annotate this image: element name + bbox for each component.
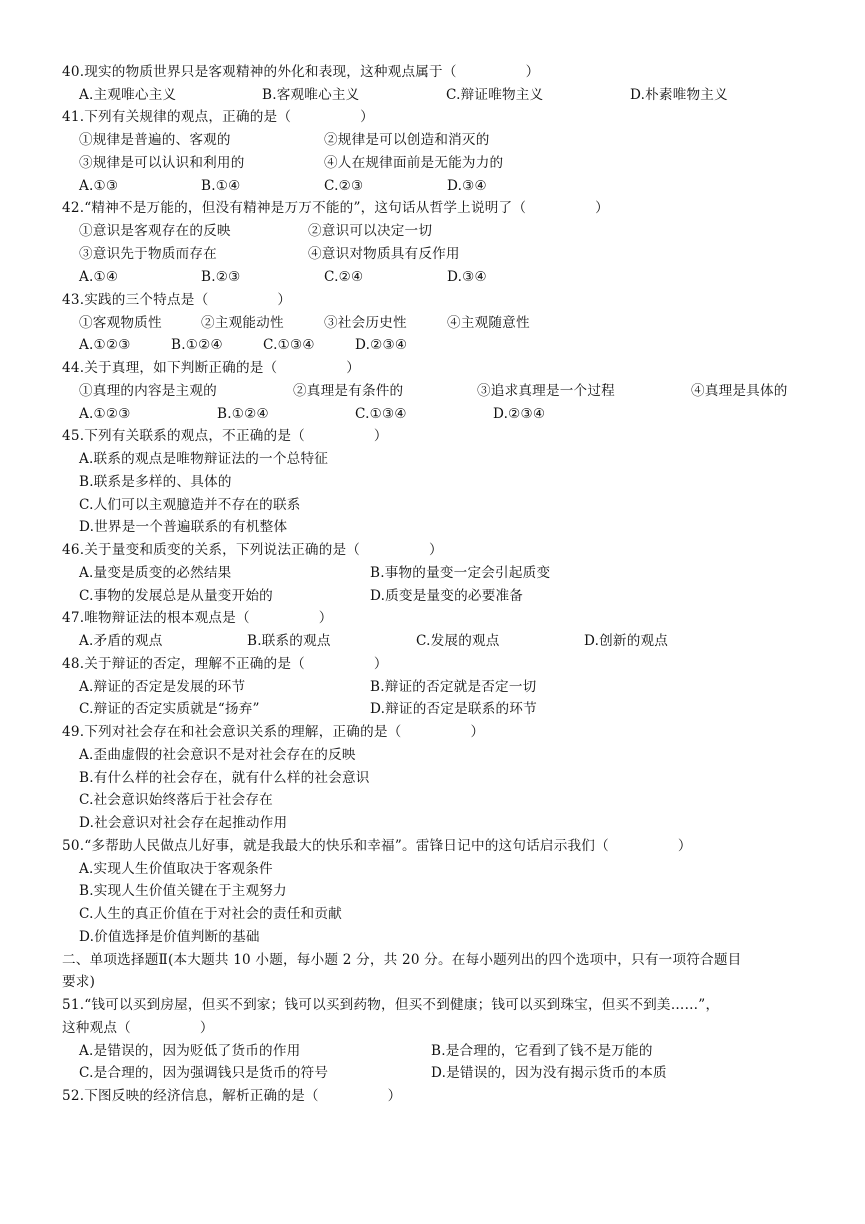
- option-b: B.辩证的否定就是否定一切: [370, 679, 537, 695]
- question-48-options-row2: [79, 698, 817, 721]
- question-51-options-row1: [79, 1040, 817, 1063]
- option-d: D.朴素唯物主义: [630, 87, 728, 103]
- option-d: D.质变是量变的必要准备: [370, 588, 524, 604]
- option-c: C.辩证的否定实质就是“扬弃”: [79, 701, 260, 717]
- question-42-items-row2: [79, 243, 817, 266]
- option-a: A.①②③: [79, 406, 131, 422]
- question-45-option-a: A.联系的观点是唯物辩证法的一个总特征: [79, 451, 329, 467]
- option-b: B.客观唯心主义: [262, 87, 360, 103]
- item-4: ④主观随意性: [447, 315, 530, 331]
- option-a: A.①②③: [79, 337, 131, 353]
- option-b: B.事物的量变一定会引起质变: [370, 565, 551, 581]
- question-49-option-a: A.歪曲虚假的社会意识不是对社会存在的反映: [79, 747, 356, 763]
- option-c: C.是合理的，因为强调钱只是货币的符号: [79, 1065, 329, 1081]
- option-b: B.①④: [201, 178, 241, 194]
- question-46-stem: 46.关于量变和质变的关系，下列说法正确的是（ ）: [62, 542, 443, 558]
- question-49-option-d: D.社会意识对社会存在起推动作用: [79, 815, 288, 831]
- option-d: D.②③④: [493, 406, 546, 422]
- item-2: ②真理是有条件的: [293, 383, 404, 399]
- option-d: D.③④: [447, 178, 487, 194]
- question-50-option-b: B.实现人生价值关键在于主观努力: [79, 883, 287, 899]
- option-c: C.②④: [324, 269, 364, 285]
- item-2: ②意识可以决定一切: [308, 223, 433, 239]
- option-a: A.主观唯心主义: [79, 87, 177, 103]
- option-b: B.①②④: [217, 406, 269, 422]
- option-b: B.②③: [201, 269, 241, 285]
- item-2: ②主观能动性: [201, 315, 284, 331]
- item-4: ④人在规律面前是无能为力的: [324, 155, 504, 171]
- question-42-stem: 42.“精神不是万能的，但没有精神是万万不能的”，这句话从哲学上说明了（ ）: [62, 200, 609, 216]
- question-50-option-d: D.价值选择是价值判断的基础: [79, 929, 260, 945]
- question-41-options: [79, 175, 817, 198]
- question-52-stem: 52.下图反映的经济信息，解析正确的是（ ）: [62, 1088, 402, 1104]
- question-45-stem: 45.下列有关联系的观点，不正确的是（ ）: [62, 428, 388, 444]
- question-47-stem: 47.唯物辩证法的根本观点是（ ）: [62, 610, 333, 626]
- question-42-items-row1: [79, 220, 817, 243]
- question-41-items-row1: [79, 129, 817, 152]
- question-43-items: [79, 312, 817, 335]
- option-c: C.事物的发展总是从量变开始的: [79, 588, 273, 604]
- option-b: B.①②④: [171, 337, 223, 353]
- option-b: B.是合理的，它看到了钱不是万能的: [431, 1043, 653, 1059]
- option-d: D.是错误的，因为没有揭示货币的本质: [431, 1065, 667, 1081]
- item-1: ①意识是客观存在的反映: [79, 223, 231, 239]
- option-a: A.矛盾的观点: [79, 633, 163, 649]
- question-51-options-row2: [79, 1062, 817, 1085]
- question-51-stem: 51.“钱可以买到房屋，但买不到家；钱可以买到药物，但买不到健康；钱可以买到珠宝，但买不到美……”，: [62, 997, 720, 1013]
- question-48-stem: 48.关于辩证的否定，理解不正确的是（ ）: [62, 656, 388, 672]
- question-41-stem: 41.下列有关规律的观点，正确的是（ ）: [62, 109, 374, 125]
- option-a: A.①④: [79, 269, 119, 285]
- question-40-stem: 40.现实的物质世界只是客观精神的外化和表现，这种观点属于（ ）: [62, 64, 540, 80]
- option-d: D.辩证的否定是联系的环节: [370, 701, 537, 717]
- question-49-stem: 49.下列对社会存在和社会意识关系的理解，正确的是（ ）: [62, 724, 485, 740]
- section-2-heading: 二、单项选择题Ⅱ(本大题共 10 小题，每小题 2 分，共 20 分。在每小题列出的四个选项中，只有一项符合题目: [62, 952, 742, 968]
- question-49-option-c: C.社会意识始终落后于社会存在: [79, 792, 273, 808]
- question-45-option-d: D.世界是一个普遍联系的有机整体: [79, 519, 288, 535]
- option-d: D.③④: [447, 269, 487, 285]
- question-50-stem: 50.“多帮助人民做点儿好事，就是我最大的快乐和幸福”。雷锋日记中的这句话启示我们（ ）: [62, 838, 692, 854]
- option-a: A.①③: [79, 178, 119, 194]
- question-44-options: [79, 403, 817, 426]
- item-2: ②规律是可以创造和消灭的: [324, 132, 490, 148]
- item-4: ④意识对物质具有反作用: [308, 246, 460, 262]
- option-b: B.联系的观点: [247, 633, 331, 649]
- question-50-option-c: C.人生的真正价值在于对社会的责任和贡献: [79, 906, 342, 922]
- item-4: ④真理是具体的: [691, 383, 788, 399]
- question-51-stem-cont: 这种观点（ ）: [62, 1020, 214, 1036]
- item-3: ③规律是可以认识和利用的: [79, 155, 245, 171]
- question-45-option-c: C.人们可以主观臆造并不存在的联系: [79, 497, 301, 513]
- question-46-options-row2: [79, 585, 817, 608]
- option-a: A.辩证的否定是发展的环节: [79, 679, 246, 695]
- question-41-items-row2: [79, 152, 817, 175]
- question-43-stem: 43.实践的三个特点是（ ）: [62, 292, 292, 308]
- item-1: ①规律是普遍的、客观的: [79, 132, 231, 148]
- option-d: D.②③④: [355, 337, 408, 353]
- question-43-options: [79, 334, 817, 357]
- question-47-options: [79, 630, 817, 653]
- option-c: C.发展的观点: [416, 633, 500, 649]
- item-3: ③追求真理是一个过程: [477, 383, 615, 399]
- question-44-items: [79, 380, 817, 403]
- option-d: D.创新的观点: [584, 633, 669, 649]
- question-49-option-b: B.有什么样的社会存在，就有什么样的社会意识: [79, 770, 370, 786]
- question-44-stem: 44.关于真理，如下判断正确的是（ ）: [62, 360, 361, 376]
- item-1: ①真理的内容是主观的: [79, 383, 217, 399]
- question-40-options: [79, 84, 817, 107]
- question-46-options-row1: [79, 562, 817, 585]
- section-2-heading-cont: 要求): [62, 974, 96, 990]
- question-42-options: [79, 266, 817, 289]
- option-c: C.②③: [324, 178, 364, 194]
- question-50-option-a: A.实现人生价值取决于客观条件: [79, 861, 273, 877]
- option-a: A.量变是质变的必然结果: [79, 565, 232, 581]
- option-a: A.是错误的，因为贬低了货币的作用: [79, 1043, 301, 1059]
- item-1: ①客观物质性: [79, 315, 162, 331]
- option-c: C.①③④: [263, 337, 315, 353]
- question-45-option-b: B.联系是多样的、具体的: [79, 474, 232, 490]
- item-3: ③社会历史性: [324, 315, 407, 331]
- question-48-options-row1: [79, 676, 817, 699]
- option-c: C.辩证唯物主义: [446, 87, 544, 103]
- item-3: ③意识先于物质而存在: [79, 246, 217, 262]
- option-c: C.①③④: [355, 406, 407, 422]
